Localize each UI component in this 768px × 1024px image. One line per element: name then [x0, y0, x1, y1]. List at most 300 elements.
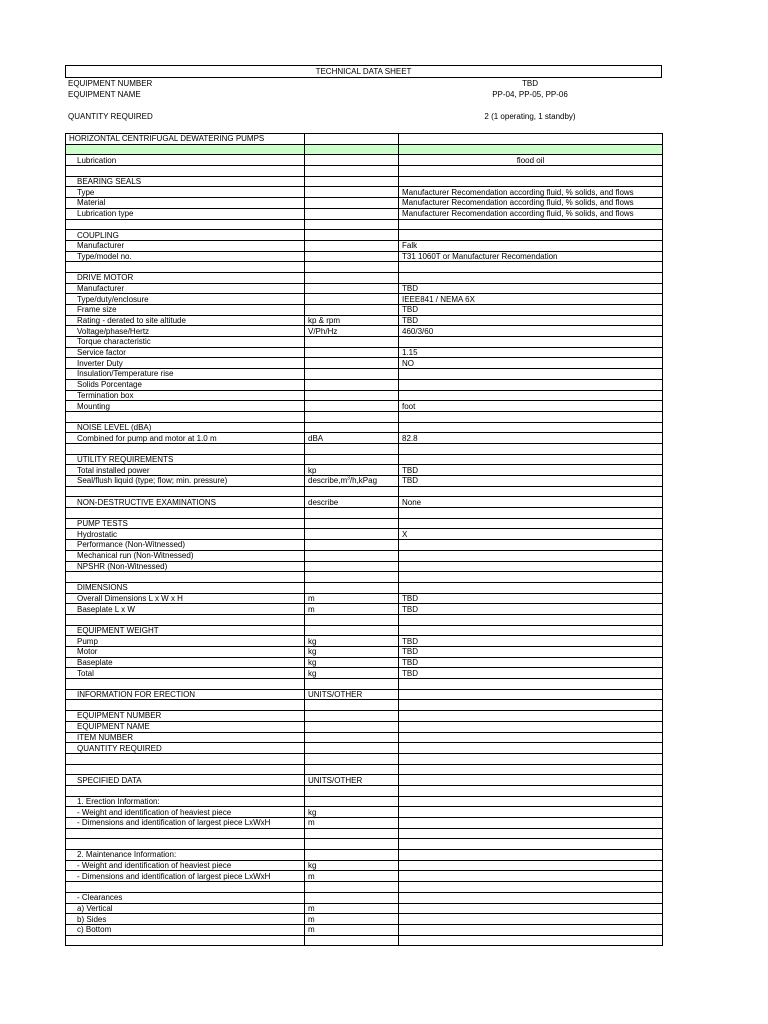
- row-units: [305, 347, 399, 358]
- row-label: INFORMATION FOR ERECTION: [66, 689, 305, 700]
- table-row: [66, 550, 663, 561]
- row-value: [399, 219, 663, 230]
- table-row: [66, 679, 663, 690]
- row-value: [399, 379, 663, 390]
- header-equipment-name: [65, 89, 662, 100]
- row-label: [66, 785, 305, 796]
- table-row: [66, 465, 663, 476]
- row-value: [399, 262, 663, 273]
- row-label: Motor: [66, 647, 305, 658]
- table-row: [66, 636, 663, 647]
- row-label: Type/duty/enclosure: [66, 294, 305, 305]
- row-label: NOISE LEVEL (dBA): [66, 422, 305, 433]
- row-value: [399, 721, 663, 732]
- row-units: [305, 743, 399, 754]
- row-units: [305, 187, 399, 198]
- row-label: [66, 443, 305, 454]
- row-units: [305, 732, 399, 743]
- header-spacer: [65, 122, 662, 133]
- row-units: [305, 272, 399, 283]
- table-row: [66, 166, 663, 177]
- row-label: Voltage/phase/Hertz: [66, 326, 305, 337]
- units-text: /h,kPag: [349, 476, 378, 486]
- row-value: TBD: [399, 593, 663, 604]
- row-label: Material: [66, 198, 305, 209]
- row-value: [399, 924, 663, 935]
- row-value: [399, 540, 663, 551]
- row-label: [66, 764, 305, 775]
- row-units: [305, 529, 399, 540]
- row-value: 82.8: [399, 433, 663, 444]
- row-value: TBD: [399, 668, 663, 679]
- row-value: [399, 337, 663, 348]
- row-units: [305, 219, 399, 230]
- row-label: NPSHR (Non-Witnessed): [66, 561, 305, 572]
- table-row: [66, 540, 663, 551]
- row-label: Type/model no.: [66, 251, 305, 262]
- table-row: [66, 775, 663, 786]
- row-units: m: [305, 924, 399, 935]
- table-row: [66, 454, 663, 465]
- table-row: [66, 508, 663, 519]
- row-units: [305, 508, 399, 519]
- row-label: Baseplate L x W: [66, 604, 305, 615]
- row-units: kg: [305, 668, 399, 679]
- row-label: Lubrication: [66, 155, 305, 166]
- row-units: [305, 230, 399, 241]
- row-label: Total installed power: [66, 465, 305, 476]
- table-row: [66, 337, 663, 348]
- row-value: TBD: [399, 636, 663, 647]
- row-units: [305, 764, 399, 775]
- row-units: [305, 476, 399, 487]
- table-row: [66, 497, 663, 508]
- row-units: kg: [305, 807, 399, 818]
- row-value: [399, 689, 663, 700]
- row-units: [305, 198, 399, 209]
- row-units: [305, 369, 399, 380]
- equipment-name-value: PP-04, PP-05, PP-06: [492, 90, 568, 99]
- quantity-label: QUANTITY REQUIRED: [68, 112, 153, 121]
- row-label: Solids Porcentage: [66, 379, 305, 390]
- row-label: - Clearances: [66, 892, 305, 903]
- row-units: [305, 540, 399, 551]
- row-units: UNITS/OTHER: [305, 775, 399, 786]
- row-label: COUPLING: [66, 230, 305, 241]
- row-units: kp: [305, 465, 399, 476]
- table-row: [66, 529, 663, 540]
- row-units: [305, 796, 399, 807]
- row-value: [399, 743, 663, 754]
- row-label: Insulation/Temperature rise: [66, 369, 305, 380]
- row-units: kp & rpm: [305, 315, 399, 326]
- row-units: [305, 251, 399, 262]
- row-value: [399, 454, 663, 465]
- table-row: [66, 732, 663, 743]
- row-value: [399, 176, 663, 187]
- table-row: [66, 272, 663, 283]
- row-value: TBD: [399, 476, 663, 487]
- row-label: Service factor: [66, 347, 305, 358]
- row-label: PUMP TESTS: [66, 518, 305, 529]
- table-row: [66, 689, 663, 700]
- row-units: kg: [305, 636, 399, 647]
- row-value: foot: [399, 401, 663, 412]
- row-label: Mechanical run (Non-Witnessed): [66, 550, 305, 561]
- row-units: [305, 700, 399, 711]
- table-row: [66, 283, 663, 294]
- row-value: [399, 839, 663, 850]
- row-label: Mounting: [66, 401, 305, 412]
- row-label: QUANTITY REQUIRED: [66, 743, 305, 754]
- row-units: [305, 294, 399, 305]
- table-row: [66, 358, 663, 369]
- row-label: Type: [66, 187, 305, 198]
- row-value: [399, 753, 663, 764]
- row-label: Rating - derated to site altitude: [66, 315, 305, 326]
- row-label: EQUIPMENT WEIGHT: [66, 625, 305, 636]
- row-value: [399, 134, 663, 145]
- row-label: 2. Maintenance Information:: [66, 850, 305, 861]
- row-units: kg: [305, 657, 399, 668]
- row-units: [305, 283, 399, 294]
- table-row: [66, 657, 663, 668]
- table-row: [66, 561, 663, 572]
- row-value: X: [399, 529, 663, 540]
- row-value: [399, 508, 663, 519]
- row-value: TBD: [399, 315, 663, 326]
- table-row: [66, 764, 663, 775]
- row-value: [399, 422, 663, 433]
- row-label: DRIVE MOTOR: [66, 272, 305, 283]
- table-row: [66, 176, 663, 187]
- table-row: [66, 219, 663, 230]
- row-units: [305, 337, 399, 348]
- row-label: [66, 219, 305, 230]
- table-row: [66, 315, 663, 326]
- row-label: DIMENSIONS: [66, 582, 305, 593]
- header-spacer: [65, 100, 662, 111]
- table-row: [66, 144, 663, 155]
- row-value: [399, 272, 663, 283]
- row-value: [399, 561, 663, 572]
- row-units: [305, 422, 399, 433]
- row-label: a) Vertical: [66, 903, 305, 914]
- row-units: [305, 550, 399, 561]
- row-units: [305, 155, 399, 166]
- row-units: m: [305, 871, 399, 882]
- table-row: [66, 892, 663, 903]
- row-value: [399, 582, 663, 593]
- row-label: - Dimensions and identification of largest piece LxWxH: [66, 871, 305, 882]
- row-label: Total: [66, 668, 305, 679]
- table-row: [66, 871, 663, 882]
- header-equipment-number: [65, 78, 662, 89]
- row-label: Performance (Non-Witnessed): [66, 540, 305, 551]
- table-row: [66, 187, 663, 198]
- table-row: [66, 625, 663, 636]
- row-label: 1. Erection Information:: [66, 796, 305, 807]
- row-value: [399, 369, 663, 380]
- row-label: Overall Dimensions L x W x H: [66, 593, 305, 604]
- row-units: [305, 443, 399, 454]
- row-value: [399, 935, 663, 946]
- table-row: [66, 155, 663, 166]
- row-value: [399, 828, 663, 839]
- row-label: [66, 679, 305, 690]
- row-units: [305, 785, 399, 796]
- row-label: Combined for pump and motor at 1.0 m: [66, 433, 305, 444]
- row-units: [305, 176, 399, 187]
- row-units: [305, 262, 399, 273]
- table-row: [66, 379, 663, 390]
- row-value: T31 1060T or Manufacturer Recomendation: [399, 251, 663, 262]
- row-label: Manufacturer: [66, 283, 305, 294]
- row-value: [399, 818, 663, 829]
- row-units: [305, 679, 399, 690]
- data-sheet: [65, 65, 662, 946]
- table-row: [66, 208, 663, 219]
- table-row: [66, 134, 663, 145]
- row-value: Manufacturer Recomendation according fluid, % solids, and flows: [399, 198, 663, 209]
- table-row: [66, 721, 663, 732]
- equipment-name-label: EQUIPMENT NAME: [68, 90, 141, 99]
- table-row: [66, 785, 663, 796]
- units-text: describe,m: [308, 476, 348, 486]
- table-row: [66, 240, 663, 251]
- units-superscript: 3: [347, 475, 350, 482]
- header-quantity: [65, 111, 662, 122]
- row-label: c) Bottom: [66, 924, 305, 935]
- row-label: [66, 700, 305, 711]
- row-value: [399, 518, 663, 529]
- table-row: [66, 935, 663, 946]
- row-value: [399, 807, 663, 818]
- row-units: [305, 166, 399, 177]
- row-label: SPECIFIED DATA: [66, 775, 305, 786]
- row-value: [399, 625, 663, 636]
- row-value: [399, 860, 663, 871]
- row-value: [399, 411, 663, 422]
- row-units: m: [305, 903, 399, 914]
- table-row: [66, 903, 663, 914]
- row-value: NO: [399, 358, 663, 369]
- row-value: [399, 764, 663, 775]
- row-units: [305, 134, 399, 145]
- table-row: [66, 369, 663, 380]
- row-value: TBD: [399, 604, 663, 615]
- table-row: [66, 582, 663, 593]
- row-value: [399, 732, 663, 743]
- table-row: [66, 860, 663, 871]
- quantity-value: 2 (1 operating, 1 standby): [484, 112, 576, 121]
- row-label: Frame size: [66, 305, 305, 316]
- table-row: [66, 796, 663, 807]
- row-value: [399, 871, 663, 882]
- table-row: [66, 251, 663, 262]
- row-value: TBD: [399, 305, 663, 316]
- row-value: IEEE841 / NEMA 6X: [399, 294, 663, 305]
- row-units: kg: [305, 860, 399, 871]
- row-label: [66, 614, 305, 625]
- table-row: [66, 305, 663, 316]
- row-units: [305, 305, 399, 316]
- table-row: [66, 198, 663, 209]
- row-units: describe: [305, 497, 399, 508]
- row-label: BEARING SEALS: [66, 176, 305, 187]
- table-row: [66, 882, 663, 893]
- table-row: [66, 593, 663, 604]
- table-row: [66, 753, 663, 764]
- table-row: [66, 807, 663, 818]
- row-units: [305, 208, 399, 219]
- table-row: [66, 604, 663, 615]
- row-value: TBD: [399, 647, 663, 658]
- row-units: dBA: [305, 433, 399, 444]
- table-row: [66, 839, 663, 850]
- row-label: [66, 572, 305, 583]
- row-value: 1.15: [399, 347, 663, 358]
- row-units: UNITS/OTHER: [305, 689, 399, 700]
- row-value: TBD: [399, 283, 663, 294]
- row-label: - Weight and identification of heaviest piece: [66, 860, 305, 871]
- equipment-number-value: TBD: [522, 79, 538, 88]
- row-label: [66, 935, 305, 946]
- row-value: [399, 144, 663, 155]
- table-row: [66, 914, 663, 925]
- row-units: m: [305, 818, 399, 829]
- row-label: Baseplate: [66, 657, 305, 668]
- row-value: [399, 711, 663, 722]
- sheet-title: TECHNICAL DATA SHEET: [65, 65, 662, 78]
- row-value: [399, 486, 663, 497]
- table-row: [66, 850, 663, 861]
- table-row: [66, 443, 663, 454]
- row-units: [305, 721, 399, 732]
- row-label: [66, 882, 305, 893]
- row-units: [305, 561, 399, 572]
- row-units: [305, 828, 399, 839]
- row-value: [399, 892, 663, 903]
- table-row: [66, 743, 663, 754]
- row-units: [305, 839, 399, 850]
- table-row: [66, 347, 663, 358]
- row-value: TBD: [399, 657, 663, 668]
- row-units: [305, 892, 399, 903]
- row-units: [305, 614, 399, 625]
- row-value: Manufacturer Recomendation according fluid, % solids, and flows: [399, 187, 663, 198]
- row-label: [66, 508, 305, 519]
- spec-table: [65, 133, 663, 946]
- row-units: [305, 401, 399, 412]
- row-units: [305, 390, 399, 401]
- table-row: [66, 700, 663, 711]
- table-row: [66, 326, 663, 337]
- table-row: [66, 924, 663, 935]
- row-units: [305, 144, 399, 155]
- row-units: m: [305, 604, 399, 615]
- table-row: [66, 411, 663, 422]
- table-row: [66, 390, 663, 401]
- row-label: Hydrostatic: [66, 529, 305, 540]
- row-value: [399, 614, 663, 625]
- row-units: V/Ph/Hz: [305, 326, 399, 337]
- row-label: Termination box: [66, 390, 305, 401]
- row-label: [66, 166, 305, 177]
- row-value: [399, 550, 663, 561]
- row-units: [305, 935, 399, 946]
- row-units: m: [305, 914, 399, 925]
- table-row: [66, 401, 663, 412]
- row-value: [399, 903, 663, 914]
- row-label: Seal/flush liquid (type; flow; min. pressure): [66, 476, 305, 487]
- table-row: [66, 711, 663, 722]
- row-units: [305, 625, 399, 636]
- row-value: [399, 785, 663, 796]
- row-value: [399, 796, 663, 807]
- row-value: TBD: [399, 465, 663, 476]
- row-label: - Dimensions and identification of largest piece LxWxH: [66, 818, 305, 829]
- row-units: [305, 486, 399, 497]
- row-label: EQUIPMENT NUMBER: [66, 711, 305, 722]
- row-label: HORIZONTAL CENTRIFUGAL DEWATERING PUMPS: [66, 134, 305, 145]
- row-units: [305, 358, 399, 369]
- row-value: [399, 775, 663, 786]
- row-value: [399, 850, 663, 861]
- table-row: [66, 230, 663, 241]
- row-units: [305, 454, 399, 465]
- row-units: [305, 518, 399, 529]
- row-label: Lubrication type: [66, 208, 305, 219]
- row-label: [66, 144, 305, 155]
- row-label: Inverter Duty: [66, 358, 305, 369]
- row-units: kg: [305, 647, 399, 658]
- table-row: [66, 818, 663, 829]
- row-value: [399, 230, 663, 241]
- table-row: [66, 572, 663, 583]
- row-units: [305, 411, 399, 422]
- table-row: [66, 476, 663, 487]
- row-label: b) Sides: [66, 914, 305, 925]
- table-row: [66, 647, 663, 658]
- row-label: - Weight and identification of heaviest piece: [66, 807, 305, 818]
- row-label: UTILITY REQUIREMENTS: [66, 454, 305, 465]
- row-units: [305, 711, 399, 722]
- table-row: [66, 486, 663, 497]
- table-row: [66, 294, 663, 305]
- row-label: [66, 411, 305, 422]
- row-units: [305, 882, 399, 893]
- row-label: [66, 839, 305, 850]
- row-value: [399, 679, 663, 690]
- row-value: [399, 443, 663, 454]
- row-label: Manufacturer: [66, 240, 305, 251]
- row-label: EQUIPMENT NAME: [66, 721, 305, 732]
- row-units: m: [305, 593, 399, 604]
- row-value: Manufacturer Recomendation according fluid, % solids, and flows: [399, 208, 663, 219]
- row-units: [305, 572, 399, 583]
- table-row: [66, 422, 663, 433]
- row-label: NON-DESTRUCTIVE EXAMINATIONS: [66, 497, 305, 508]
- row-value: flood oil: [399, 155, 663, 166]
- row-units: [305, 379, 399, 390]
- row-units: [305, 582, 399, 593]
- table-row: [66, 518, 663, 529]
- table-row: [66, 433, 663, 444]
- row-value: [399, 700, 663, 711]
- row-value: Falk: [399, 240, 663, 251]
- row-value: [399, 882, 663, 893]
